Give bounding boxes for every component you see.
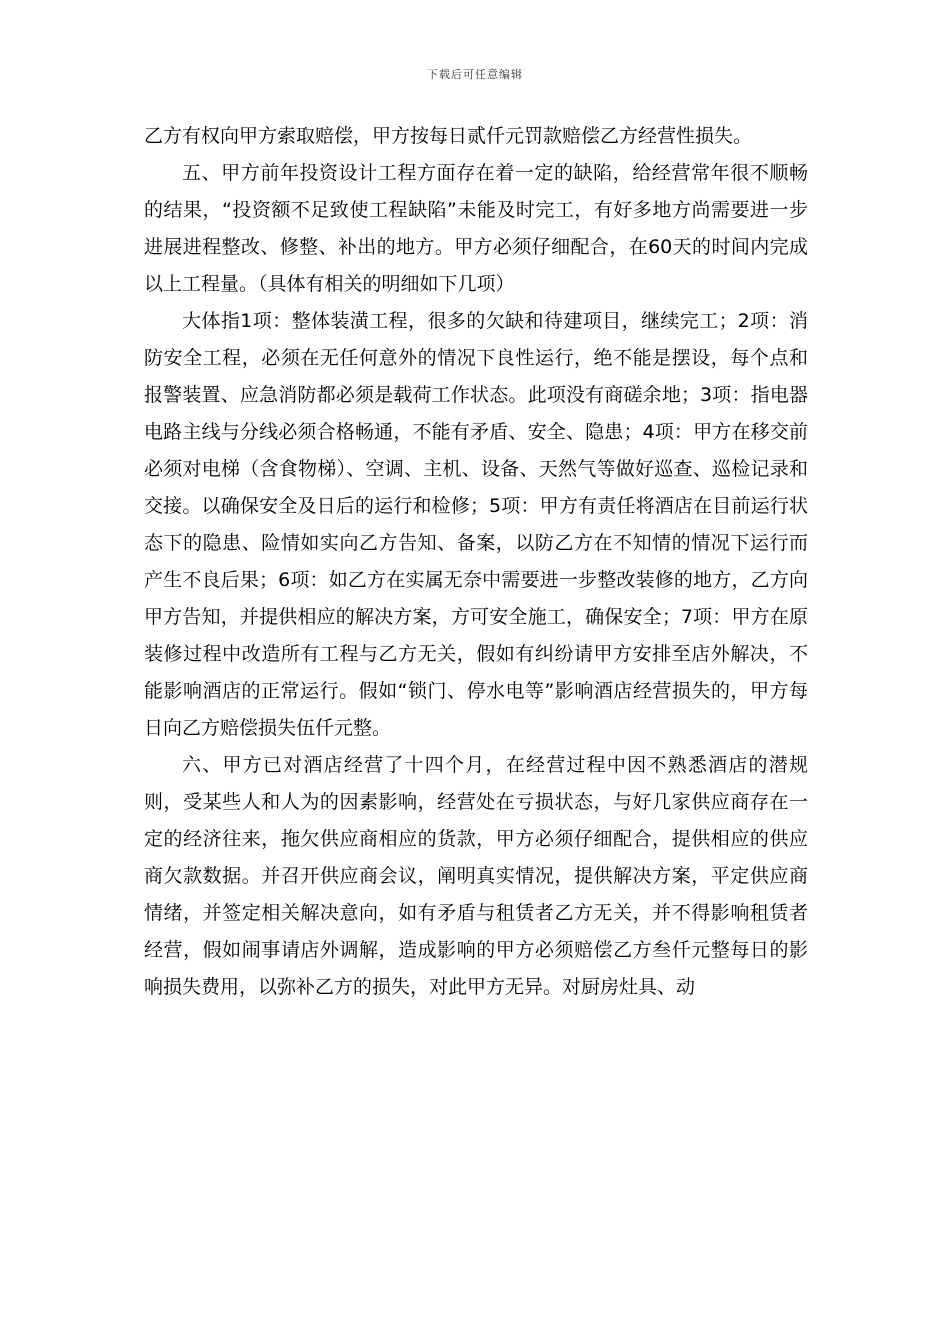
- paragraph-items-list: 大体指1项：整体装潢工程，很多的欠缺和待建项目，继续完工；2项：消防安全工程，必须在无任何意外的情况下良性运行，绝不能是摆设，每个点和报警装置、应急消防都必须是载荷工作状态。此项没有商磋余地；3项：指电器电路主线与分线必须合格畅通，不能有矛盾、安全、隐患；4项：甲方在移交前必须对电梯（含食物梯）、空调、主机、设备、天然气等做好巡查、巡检记录和交接。以确保安全及日后的运行和检修；5项：甲方有责任将酒店在目前运行状态下的隐患、险情如实向乙方告知、备案，以防乙方在不知情的情况下运行而产生不良后果；6项：如乙方在实属无奈中需要进一步整改装修的地方，乙方向甲方告知，并提供相应的解决方案，方可安全施工，确保安全；7项：甲方在原装修过程中改造所有工程与乙方无关，假如有纠纷请甲方安排至店外解决，不能影响酒店的正常运行。假如“锁门、停水电等”影响酒店经营损失的，甲方每日向乙方赔偿损失伍仟元整。: [144, 310, 808, 739]
- paragraph-compensation-continued: 乙方有权向甲方索取赔偿，甲方按每日贰仟元罚款赔偿乙方经营性损失。: [144, 125, 753, 147]
- paragraph-section-six: 六、甲方已对酒店经营了十四个月，在经营过程中因不熟悉酒店的潜规则，受某些人和人为的因素影响，经营处在亏损状态，与好几家供应商存在一定的经济往来，拖欠供应商相应的货款，甲方必须仔细配合，提供相应的供应商欠款数据。并召开供应商会议，阐明真实情况，提供解决方案，平定供应商情绪，并签定相关解决意向，如有矛盾与租赁者乙方无关，并不得影响租赁者经营，假如闹事请店外调解，造成影响的甲方必须赔偿乙方叁仟元整每日的影响损失费用，以弥补乙方的损失，对此甲方无异。对厨房灶具、动: [144, 754, 808, 998]
- paragraph-section-five: 五、甲方前年投资设计工程方面存在着一定的缺陷，给经营常年很不顺畅的结果，“投资额不足致使工程缺陷”未能及时完工，有好多地方尚需要进一步进展进程整改、修整、补出的地方。甲方必须仔细配合，在60天的时间内完成以上工程量。（具体有相关的明细如下几项）: [144, 162, 808, 295]
- document-body: [144, 118, 808, 1006]
- page-header: 下载后可任意编辑: [427, 68, 523, 81]
